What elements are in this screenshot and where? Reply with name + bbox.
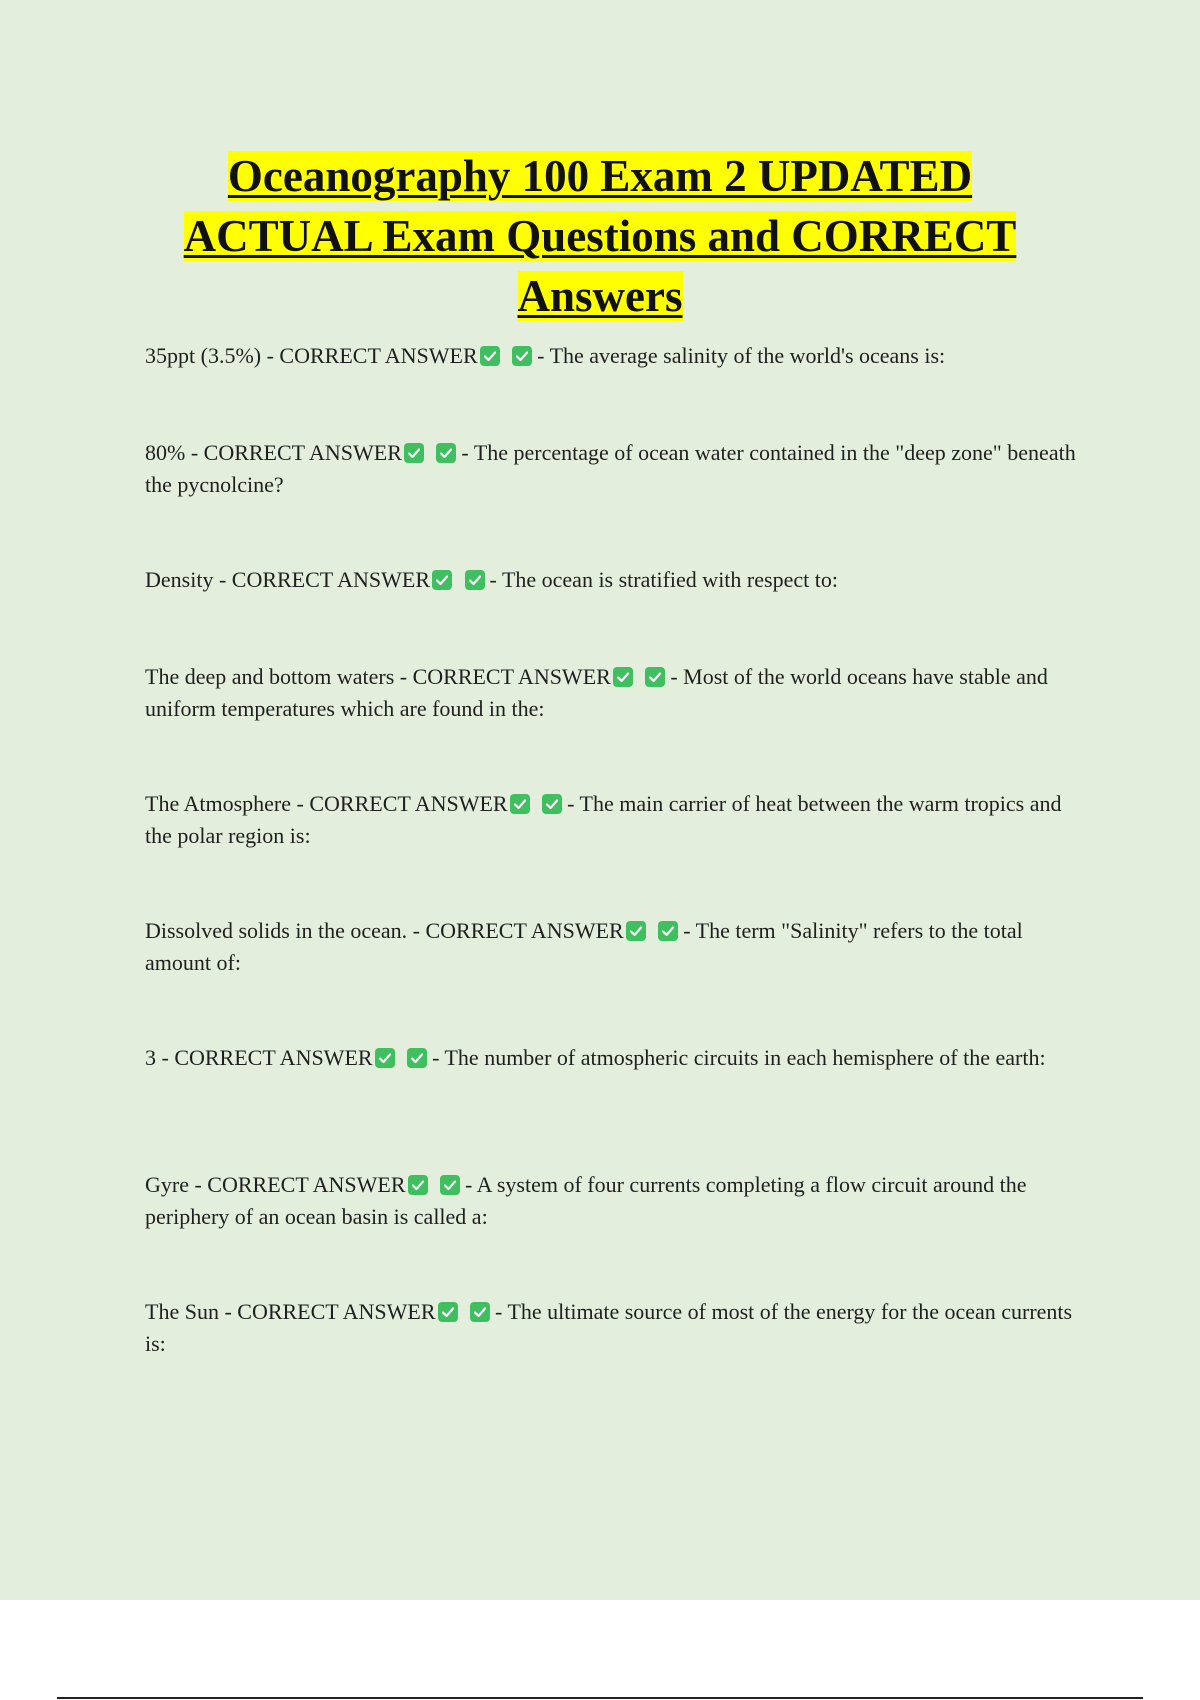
- question-text: - The ocean is stratified with respect to:: [489, 567, 838, 592]
- check-mark-icon: [613, 667, 633, 687]
- check-mark-icon: [645, 667, 665, 687]
- qa-item: [145, 437, 1090, 501]
- qa-item: [145, 1296, 1090, 1360]
- check-mark-icon: [375, 1048, 395, 1068]
- answer-text: The Atmosphere - CORRECT ANSWER: [145, 791, 508, 816]
- question-text: - The main carrier of heat between the warm tropics and the polar region is:: [145, 791, 1062, 848]
- title-line-1: Oceanography 100 Exam 2 UPDATED: [227, 151, 973, 201]
- check-mark-icon: [436, 443, 456, 463]
- qa-item: [145, 564, 1090, 596]
- check-mark-icon: [626, 921, 646, 941]
- qa-item: [145, 1042, 1090, 1074]
- question-text: - The average salinity of the world's oceans is:: [537, 343, 946, 368]
- check-mark-icon: [470, 1302, 490, 1322]
- question-text: - The number of atmospheric circuits in each hemisphere of the earth:: [432, 1045, 1046, 1070]
- answer-text: The Sun - CORRECT ANSWER: [145, 1299, 436, 1324]
- qa-item: [145, 1169, 1090, 1233]
- check-mark-icon: [432, 570, 452, 590]
- question-text: - The term "Salinity" refers to the total amount of:: [145, 918, 1023, 975]
- check-mark-icon: [408, 1175, 428, 1195]
- check-mark-icon: [404, 443, 424, 463]
- answer-text: 80% - CORRECT ANSWER: [145, 440, 402, 465]
- check-mark-icon: [465, 570, 485, 590]
- answer-text: The deep and bottom waters - CORRECT ANSWER: [145, 664, 611, 689]
- footer-divider: [57, 1697, 1143, 1699]
- qa-item: [145, 915, 1090, 979]
- title-line-3: Answers: [517, 271, 683, 321]
- check-mark-icon: [480, 346, 500, 366]
- check-mark-icon: [510, 794, 530, 814]
- check-mark-icon: [440, 1175, 460, 1195]
- answer-text: Density - CORRECT ANSWER: [145, 567, 431, 592]
- check-mark-icon: [438, 1302, 458, 1322]
- qa-item: [145, 340, 1090, 372]
- document-title: [100, 146, 1100, 326]
- question-text: - The ultimate source of most of the energy for the ocean currents is:: [145, 1299, 1073, 1356]
- check-mark-icon: [407, 1048, 427, 1068]
- check-mark-icon: [542, 794, 562, 814]
- answer-text: 3 - CORRECT ANSWER: [145, 1045, 373, 1070]
- title-line-2: ACTUAL Exam Questions and CORRECT: [183, 211, 1017, 261]
- qa-item: [145, 661, 1090, 725]
- qa-item: [145, 788, 1090, 852]
- answer-text: Dissolved solids in the ocean. - CORRECT ANSWER: [145, 918, 624, 943]
- check-mark-icon: [512, 346, 532, 366]
- question-text: - The percentage of ocean water contained in the "deep zone" beneath the pycnolcine?: [145, 440, 1076, 497]
- question-text: - Most of the world oceans have stable and uniform temperatures which are found in the:: [145, 664, 1048, 721]
- question-text: - A system of four currents completing a flow circuit around the periphery of an ocean basin is called a:: [145, 1172, 1027, 1229]
- check-mark-icon: [658, 921, 678, 941]
- answer-text: 35ppt (3.5%) - CORRECT ANSWER: [145, 343, 478, 368]
- answer-text: Gyre - CORRECT ANSWER: [145, 1172, 406, 1197]
